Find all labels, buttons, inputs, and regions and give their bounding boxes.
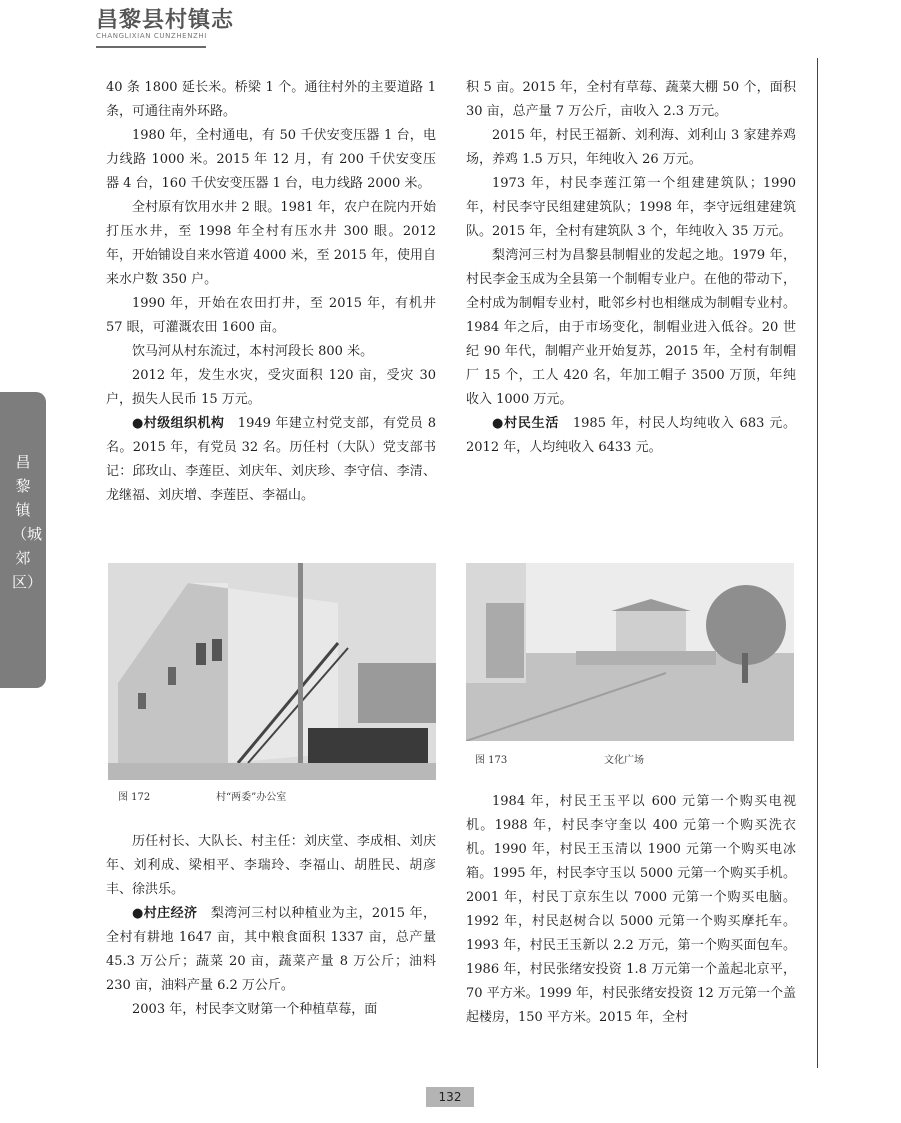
paragraph: 40 条 1800 延长米。桥梁 1 个。通往村外的主要道路 1 条，可通往南外环路。 <box>106 80 436 119</box>
chapter-side-tab <box>0 392 46 688</box>
paragraph: 饮马河从村东流过，本村河段长 800 米。 <box>132 344 374 359</box>
running-header <box>96 8 234 40</box>
paragraph: 历任村长、大队长、村主任：刘庆堂、李成相、刘庆年、刘利成、梁相平、李瑞玲、李福山、胡胜民、胡彦丰、徐洪乐。 <box>106 834 436 897</box>
section-body: 梨湾河三村以种植业为主，2015 年，全村有耕地 1647 亩，其中粮食面积 1337 亩，总产量 45.3 万公斤；蔬菜 20 亩，蔬菜产量 8 万公斤；油料 230 亩，油料产量 6.2 万公斤。 <box>106 906 436 993</box>
header-rule <box>96 46 206 48</box>
section-body: 1985 年，村民人均纯收入 683 元。2012 年，人均纯收入 6433 元。 <box>466 416 796 455</box>
section-livelihood <box>466 412 796 460</box>
office-building-image <box>108 563 436 780</box>
column-rule <box>817 58 818 1068</box>
paragraph: 1980 年，全村通电，有 50 千伏安变压器 1 台，电力线路 1000 米。2015 年 12 月，有 200 千伏安变压器 4 台，160 千伏安变压器 1 台，电力线路 2000 米。 <box>106 128 436 191</box>
figure-173-caption: 文化广场 <box>604 755 644 766</box>
paragraph: 2012 年，发生水灾，受灾面积 120 亩，受灾 30 户，损失人民币 15 万元。 <box>106 368 436 407</box>
paragraph: 全村原有饮用水井 2 眼。1981 年，农户在院内开始打压水井，至 1998 年全村有压水井 300 眼。2012 年，开始铺设自来水管道 4000 米，至 2015 年，使用自来水户数 350 户。 <box>106 200 436 287</box>
paragraph: 2015 年，村民王福新、刘利海、刘利山 3 家建养鸡场，养鸡 1.5 万只，年纯收入 26 万元。 <box>466 128 796 167</box>
paragraph: 1990 年，开始在农田打井，至 2015 年，有机井 57 眼，可灌溉农田 1600 亩。 <box>106 296 436 335</box>
paragraph: 梨湾河三村为昌黎县制帽业的发起之地。1979 年，村民李金玉成为全县第一个制帽专业户。在他的带动下，全村成为制帽专业村，毗邻乡村也相继成为制帽专业村。1984 年之后，由于市场变化，制帽业进入低谷。20 世纪 90 年代，制帽产业开始复苏，2015 年，全村有制帽厂 15 个，工人 420 名，年加工帽子 3500 万顶，年纯收入 1000 万元。 <box>466 248 796 407</box>
paragraph: 2003 年，村民李文财第一个种植草莓，面 <box>132 1002 378 1017</box>
paragraph: 1973 年，村民李莲江第一个组建建筑队；1990 年，村民李守民组建建筑队；1998 年，李守远组建建筑队。2015 年，全村有建筑队 3 个，年纯收入 35 万元。 <box>466 176 796 239</box>
section-organization <box>106 412 436 508</box>
culture-square-image <box>466 563 794 741</box>
figure-173-number: 图 173 <box>475 755 508 766</box>
paragraph: 1984 年，村民王玉平以 600 元第一个购买电视机。1988 年，村民李守奎以 400 元第一个购买洗衣机。1990 年，村民王玉清以 1900 元第一个购买电冰箱。1995 年，村民李守玉以 5000 元第一个购买手机。2001 年，村民丁京东生以 7000 元第一个购买电脑。1992 年，村民赵树合以 5000 元第一个购买摩托车。1993 年，村民王玉新以 2.2 万元，第一个购买面包车。1986 年，村民张绪安投资 1.8 万元第一个盖起北京平，70 平方米。1999 年，村民张绪安投资 12 万元第一个盖起楼房，150 平方米。2015 年，全村 <box>466 794 796 1025</box>
section-heading: ●村庄经济 <box>132 906 198 921</box>
chapter-side-tab-label: 昌黎镇（城郊区） <box>12 453 43 591</box>
figure-172-photo <box>108 563 436 780</box>
column-right-upper <box>466 76 796 460</box>
column-left-upper <box>106 76 436 508</box>
column-left-lower <box>106 830 436 1022</box>
figure-172-caption: 村“两委”办公室 <box>216 792 287 803</box>
section-heading: ●村级组织机构 <box>132 416 225 431</box>
figure-172-number: 图 172 <box>118 792 151 803</box>
column-right-lower <box>466 790 796 1030</box>
book-title-pinyin: CHANGLIXIAN CUNZHENZHI <box>96 32 207 40</box>
page-number: 132 <box>426 1087 474 1107</box>
section-body: 1949 年建立村党支部，有党员 8 名。2015 年，有党员 32 名。历任村（大队）党支部书记：邱玫山、李莲臣、刘庆年、刘庆珍、李守信、李清、龙继福、刘庆增、李莲臣、李福山。 <box>106 416 436 503</box>
paragraph: 积 5 亩。2015 年，全村有草莓、蔬菜大棚 50 个，面积 30 亩，总产量 7 万公斤，亩收入 2.3 万元。 <box>466 80 796 119</box>
section-heading: ●村民生活 <box>492 416 560 431</box>
book-title: 昌黎县村镇志 <box>96 8 235 33</box>
section-economy <box>106 902 436 998</box>
figure-173-photo <box>466 563 794 741</box>
